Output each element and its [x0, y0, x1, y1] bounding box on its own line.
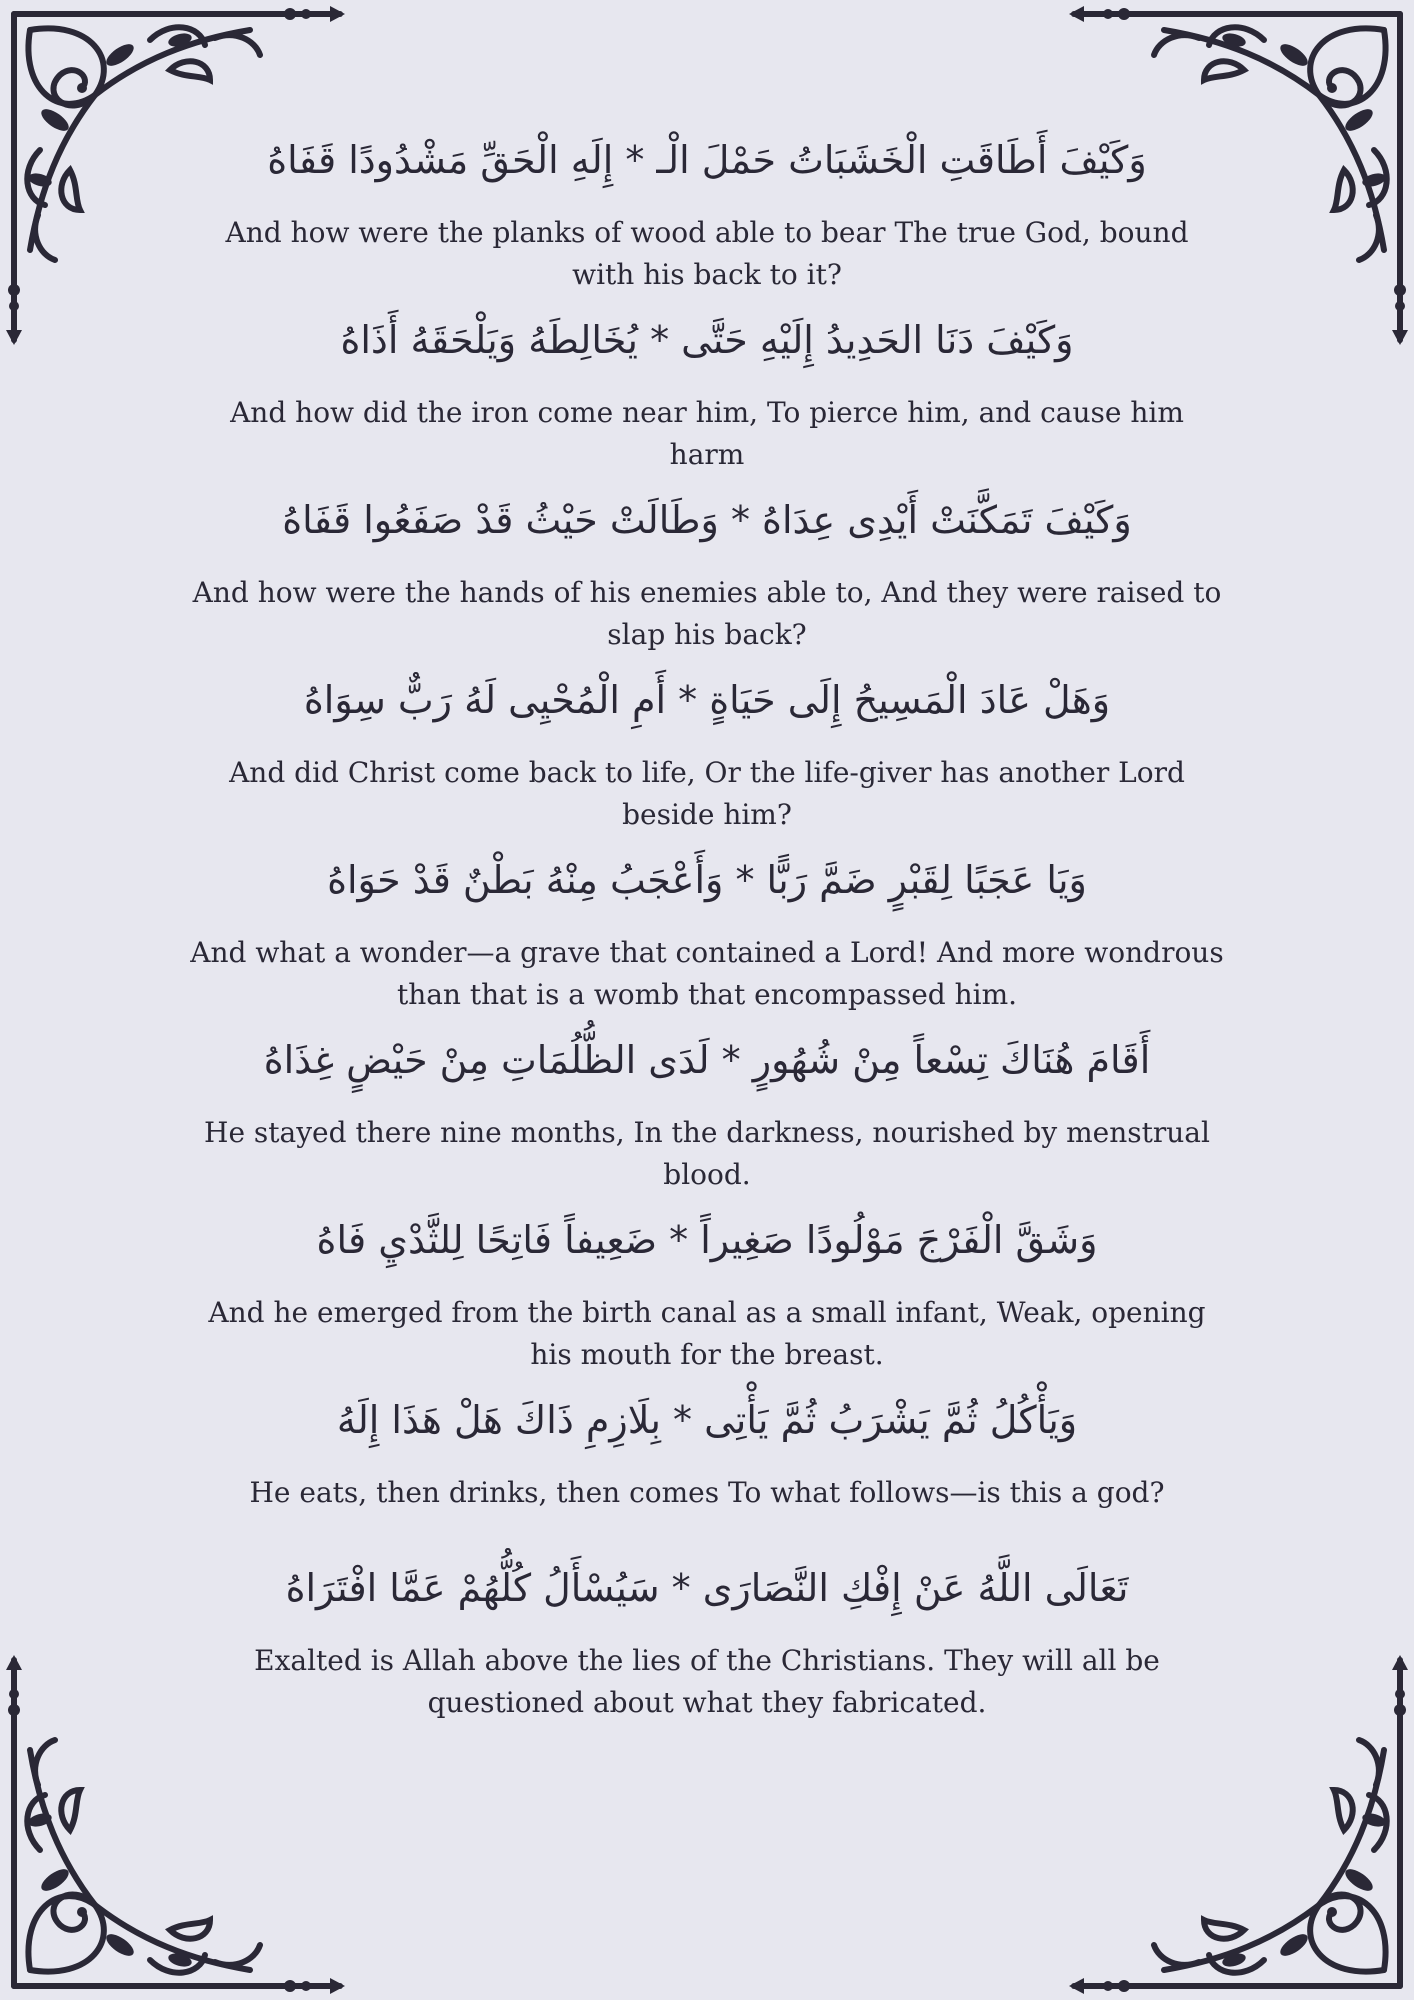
english-translation: He eats, then drinks, then comes To what follows—is this a god? [249, 1476, 1165, 1509]
verse-7 [170, 1210, 1244, 1376]
arabic-verse: وَيَأْكُلُ ثُمَّ يَشْرَبُ ثُمَّ يَأْتِى * بِلَازِمِ ذَاكَ هَلْ هَذَا إِلَهُ [336, 1398, 1078, 1442]
english-translation: He stayed there nine months, In the darkness, nourished by menstrual blood. [204, 1116, 1210, 1191]
english-translation: Exalted is Allah above the lies of the Christians. They will all be questioned about what they fabricated. [254, 1644, 1160, 1719]
arabic-verse: تَعَالَى اللَّهُ عَنْ إِفْكِ النَّصَارَى * سَيُسْأَلُ كُلُّهُمْ عَمَّا افْتَرَاهُ [285, 1566, 1129, 1610]
english-translation: And how were the planks of wood able to bear The true God, bound with his back to it? [225, 216, 1189, 291]
arabic-verse: أَقَامَ هُنَاكَ تِسْعاً مِنْ شُهُورٍ * لَدَى الظُّلُمَاتِ مِنْ حَيْضٍ غِذَاهُ [263, 1038, 1151, 1082]
arabic-verse: وَهَلْ عَادَ الْمَسِيحُ إِلَى حَيَاةٍ * أَمِ الْمُحْيِى لَهُ رَبٌّ سِوَاهُ [303, 678, 1111, 722]
arabic-verse: وَشَقَّ الْفَرْجَ مَوْلُودًا صَغِيراً * ضَعِيفاً فَاتِحًا لِلثَّدْيِ فَاهُ [316, 1218, 1098, 1262]
english-translation: And did Christ come back to life, Or the life-giver has another Lord beside him? [229, 756, 1185, 831]
verse-4 [170, 670, 1244, 836]
english-translation: And what a wonder—a grave that contained a Lord! And more wondrous than that is a womb that encompassed him. [190, 936, 1224, 1011]
verse-5 [170, 850, 1244, 1016]
verse-9 [170, 1558, 1244, 1724]
arabic-verse: وَكَيْفَ تَمَكَّنَتْ أَيْدِى عِدَاهُ * وَطَالَتْ حَيْثُ قَدْ صَفَعُوا قَفَاهُ [282, 498, 1132, 542]
english-translation: And he emerged from the birth canal as a small infant, Weak, opening his mouth for the breast. [208, 1296, 1206, 1371]
verse-6 [170, 1030, 1244, 1196]
arabic-verse: وَكَيْفَ دَنَا الحَدِيدُ إِلَيْهِ حَتَّى * يُخَالِطَهُ وَيَلْحَقَهُ أَذَاهُ [340, 318, 1074, 362]
english-translation: And how were the hands of his enemies able to, And they were raised to slap his back? [192, 576, 1222, 651]
arabic-verse: وَكَيْفَ أَطَاقَتِ الْخَشَبَاتُ حَمْلَ الْـ * إِلَهِ الْحَقِّ مَشْدُودًا قَفَاهُ [267, 138, 1147, 182]
verse-3 [170, 490, 1244, 656]
verse-1 [170, 130, 1244, 296]
poem-content [170, 130, 1244, 1724]
verse-8 [170, 1390, 1244, 1514]
arabic-verse: وَيَا عَجَبًا لِقَبْرٍ ضَمَّ رَبًّا * وَأَعْجَبُ مِنْهُ بَطْنٌ قَدْ حَوَاهُ [327, 858, 1087, 902]
verse-2 [170, 310, 1244, 476]
english-translation: And how did the iron come near him, To pierce him, and cause him harm [230, 396, 1184, 471]
